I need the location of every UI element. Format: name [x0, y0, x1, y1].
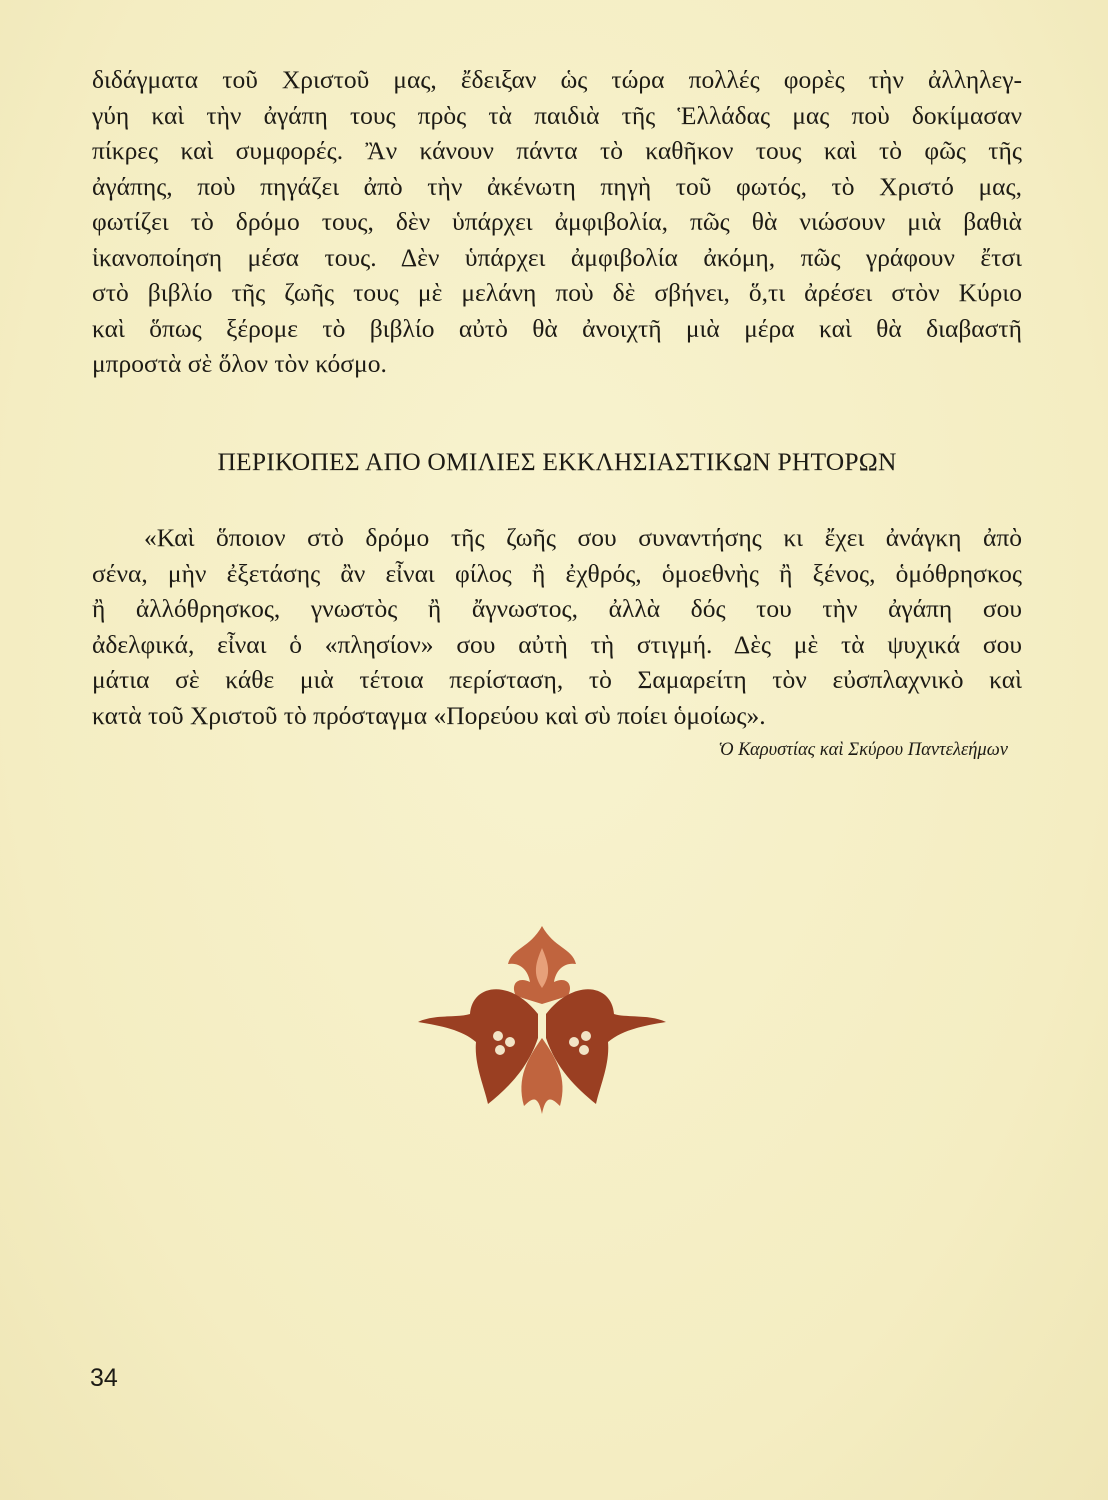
page-number: 34: [90, 1364, 118, 1392]
text-line: διδάγματα τοῦ Χριστοῦ μας, ἔδειξαν ὡς τώρα πολλές φορὲς τὴν ἀλληλεγ-: [92, 65, 1022, 94]
quote-line: «Καὶ ὅποιον στὸ δρόμο τῆς ζωῆς σου συναντήσης κι ἔχει ἀνάγκη ἀπὸ: [144, 523, 1022, 552]
text-line: πίκρες καὶ συμφορές. Ἂν κάνουν πάντα τὸ καθῆκον τους καὶ τὸ φῶς τῆς: [92, 136, 1022, 165]
quote-line: ἢ ἀλλόθρησκος, γνωστὸς ἢ ἄγνωστος, ἀλλὰ δός του τὴν ἀγάπη σου: [92, 594, 1022, 623]
ornament-left-wing: [418, 989, 538, 1104]
text-line: ἱκανοποίηση μέσα τους. Δὲν ὑπάρχει ἀμφιβολία ἀκόμη, πῶς γράφουν ἔτσι: [92, 242, 1022, 272]
quote-line: σένα, μὴν ἐξετάσης ἂν εἶναι φίλος ἢ ἐχθρός, ὁμοεθνὴς ἢ ξένος, ὁμόθρησκος: [92, 558, 1022, 588]
text-line: φωτίζει τὸ δρόμο τους, δὲν ὑπάρχει ἀμφιβολία, πῶς θὰ νιώσουν μιὰ βαθιὰ: [92, 207, 1022, 236]
quoted-passage: [92, 520, 1022, 733]
quote-line: ἀδελφικά, εἶναι ὁ «πλησίον» σου αὐτὴ τὴ στιγμή. Δὲς μὲ τὰ ψυχικά σου: [92, 629, 1022, 659]
floral-ornament-icon: [412, 918, 672, 1118]
text-line: στὸ βιβλίο τῆς ζωῆς τους μὲ μελάνη ποὺ δὲ σβήνει, ὅ,τι ἀρέσει στὸν Κύριο: [92, 278, 1022, 307]
section-heading: ΠΕΡΙΚΟΠΕΣ ΑΠΟ ΟΜΙΛΙΕΣ ΕΚΚΛΗΣΙΑΣΤΙΚΩΝ ΡΗΤΟΡΩΝ: [217, 447, 897, 476]
ornament-dot: [493, 1031, 503, 1041]
ornament-dot: [495, 1045, 505, 1055]
paragraph-continued: [92, 62, 1022, 382]
ornament-dot: [579, 1045, 589, 1055]
text-line: καὶ ὅπως ξέρομε τὸ βιβλίο αὐτὸ θὰ ἀνοιχτῆ μιὰ μέρα καὶ θὰ διαβαστῆ: [92, 313, 1022, 343]
quote-line: κατὰ τοῦ Χριστοῦ τὸ πρόσταγμα «Πορεύου καὶ σὺ ποίει ὁμοίως».: [92, 700, 766, 730]
ornament-right-wing: [546, 989, 666, 1104]
ornament-dot: [505, 1037, 515, 1047]
quote-attribution: Ὁ Καρυστίας καὶ Σκύρου Παντελεήμων: [718, 740, 1008, 760]
quote-line: μάτια σὲ κάθε μιὰ τέτοια περίσταση, τὸ Σαμαρείτη τὸν εὐσπλαχνικὸ καὶ: [92, 665, 1022, 694]
text-line: ἀγάπης, ποὺ πηγάζει ἀπὸ τὴν ἀκένωτη πηγὴ τοῦ φωτός, τὸ Χριστό μας,: [92, 171, 1022, 201]
text-line: γύη καὶ τὴν ἀγάπη τους πρὸς τὰ παιδιὰ τῆς Ἑλλάδας μας ποὺ δοκίμασαν: [92, 100, 1022, 130]
ornament-dot: [569, 1037, 579, 1047]
ornament-dot: [581, 1031, 591, 1041]
text-line: μπροστὰ σὲ ὅλον τὸν κόσμο.: [92, 349, 387, 378]
